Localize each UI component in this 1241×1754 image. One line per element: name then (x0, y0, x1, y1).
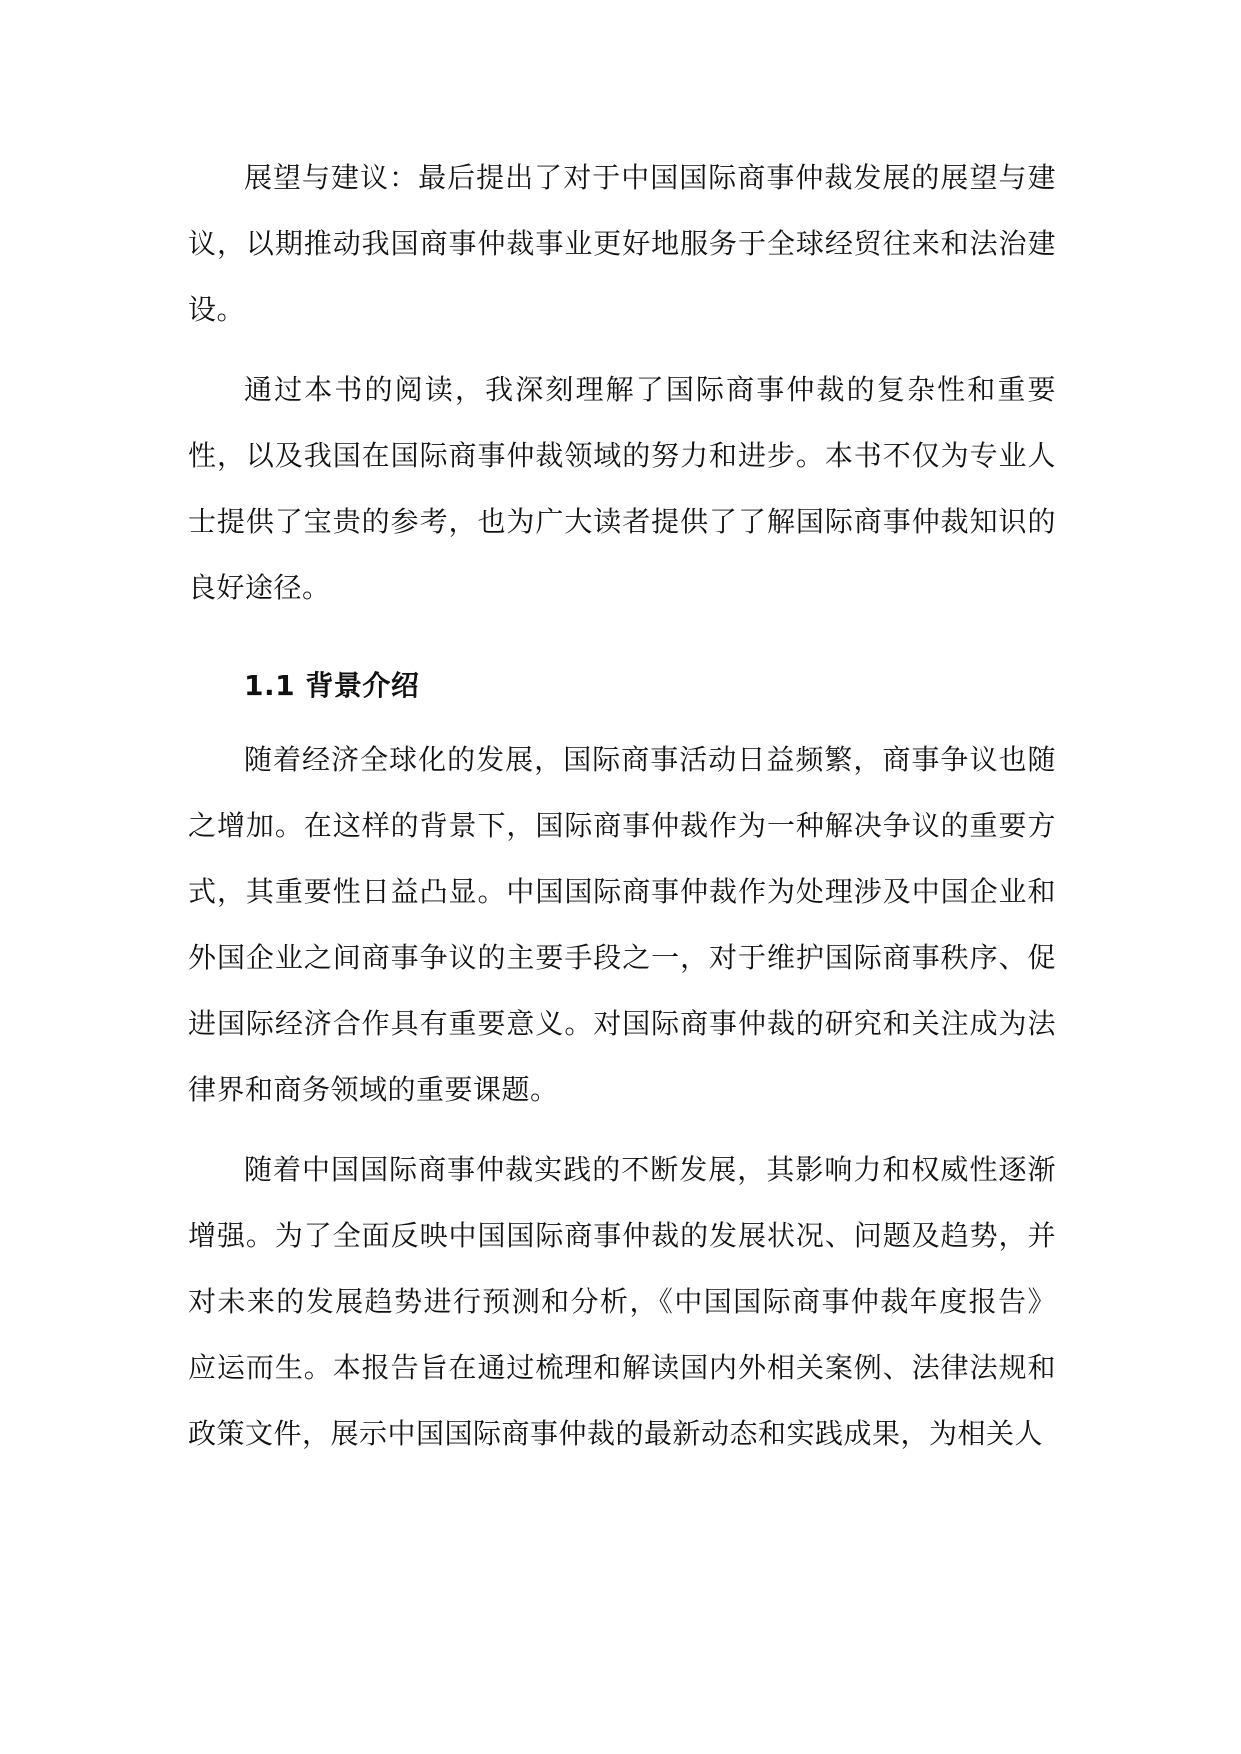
document-body (188, 145, 1056, 1481)
paragraph-outlook: 展望与建议：最后提出了对于中国国际商事仲裁发展的展望与建议，以期推动我国商事仲裁事业更好地服务于全球经贸往来和法治建设。 (188, 161, 1056, 326)
paragraph-background-2: 随着中国国际商事仲裁实践的不断发展，其影响力和权威性逐渐增强。为了全面反映中国国际商事仲裁的发展状况、问题及趋势，并对未来的发展趋势进行预测和分析，《中国国际商事仲裁年度报告》应运而生。本报告旨在通过梳理和解读国内外相关案例、法律法规和政策文件，展示中国国际商事仲裁的最新动态和实践成果，为相关人 (188, 1153, 1056, 1450)
paragraph-reading-summary: 通过本书的阅读，我深刻理解了国际商事仲裁的复杂性和重要性，以及我国在国际商事仲裁领域的努力和进步。本书不仅为专业人士提供了宝贵的参考，也为广大读者提供了了解国际商事仲裁知识的良好途径。 (188, 373, 1056, 604)
section-heading: 1.1 背景介绍 (244, 669, 420, 702)
paragraph-background-1: 随着经济全球化的发展，国际商事活动日益频繁，商事争议也随之增加。在这样的背景下，国际商事仲裁作为一种解决争议的重要方式，其重要性日益凸显。中国国际商事仲裁作为处理涉及中国企业和外国企业之间商事争议的主要手段之一，对于维护国际商事秩序、促进国际经济合作具有重要意义。对国际商事仲裁的研究和关注成为法律界和商务领域的重要课题。 (188, 743, 1056, 1106)
